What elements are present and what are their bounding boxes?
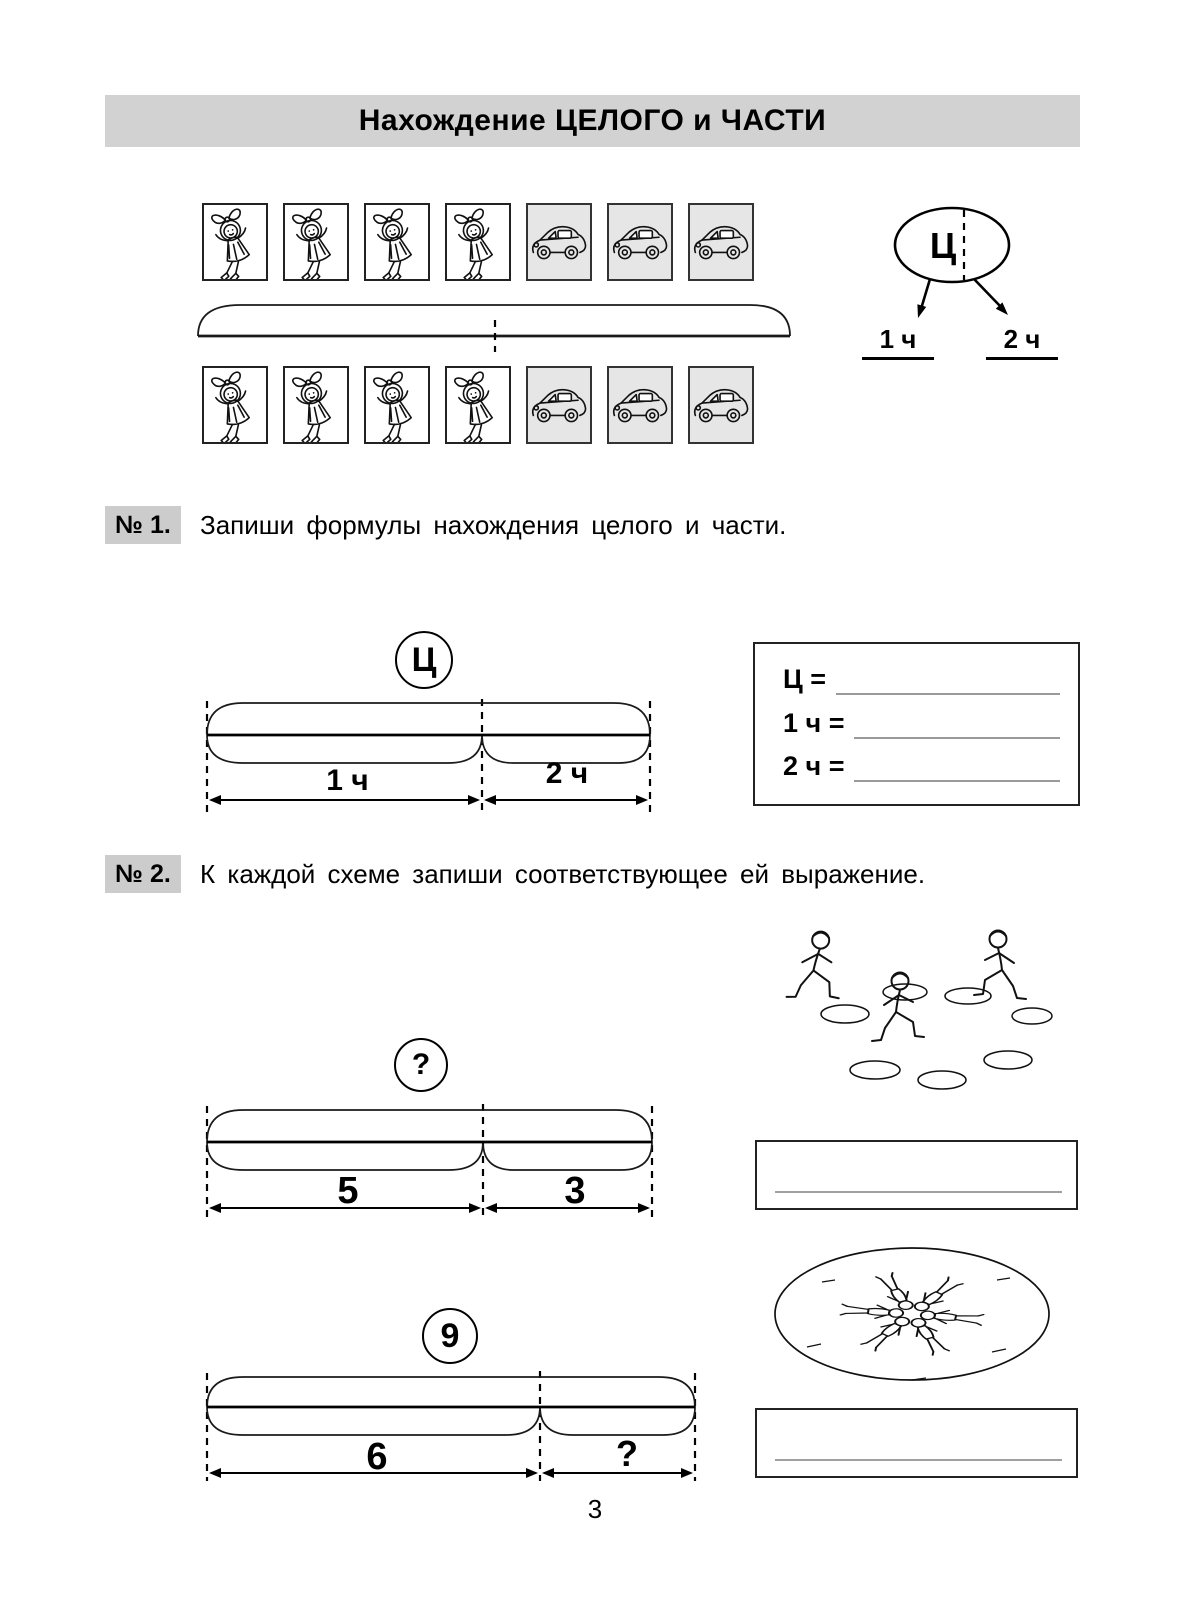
doll-image bbox=[204, 368, 266, 442]
doll-card bbox=[202, 366, 268, 444]
doll-card bbox=[364, 203, 430, 281]
intro-row-top bbox=[202, 203, 754, 281]
car-image bbox=[528, 205, 590, 279]
formula-blank-part1 bbox=[854, 713, 1060, 739]
task2-scheme1-whole-circle: ? bbox=[394, 1038, 448, 1092]
car-image bbox=[609, 205, 671, 279]
task2-number: № 2. bbox=[115, 859, 171, 888]
task1-part1-label: 1 ч bbox=[326, 764, 369, 797]
intro-row-bottom bbox=[202, 366, 754, 444]
formula-row-whole bbox=[783, 664, 1060, 695]
doll-image bbox=[447, 368, 509, 442]
doll-card bbox=[445, 203, 511, 281]
intro-part2-label: 2 ч bbox=[986, 324, 1058, 360]
formulas-box bbox=[753, 642, 1080, 806]
answer-line-2 bbox=[775, 1459, 1062, 1461]
title-bar bbox=[105, 95, 1080, 147]
doll-image bbox=[285, 205, 347, 279]
answer-line-1 bbox=[775, 1191, 1062, 1193]
task1-whole-circle: Ц bbox=[395, 631, 453, 689]
task2-scheme2-part2-label: ? bbox=[616, 1433, 638, 1474]
task1-text: Запиши формулы нахождения целого и части. bbox=[200, 510, 787, 540]
car-card bbox=[607, 203, 673, 281]
intro-whole-label: Ц bbox=[929, 225, 957, 266]
task1-part2-label: 2 ч bbox=[545, 757, 589, 790]
page-number: 3 bbox=[587, 1494, 603, 1524]
task1-number: № 1. bbox=[115, 510, 171, 539]
answer-box-2 bbox=[755, 1408, 1078, 1478]
car-image bbox=[690, 205, 752, 279]
task2-scheme2-whole-circle: 9 bbox=[422, 1308, 478, 1364]
car-card bbox=[607, 366, 673, 444]
car-card bbox=[526, 366, 592, 444]
doll-image bbox=[204, 205, 266, 279]
formula-blank-part2 bbox=[854, 756, 1060, 782]
formula-row-part1 bbox=[783, 708, 1060, 739]
task2-scheme2-part1-label: 6 bbox=[366, 1436, 388, 1478]
doll-card bbox=[283, 203, 349, 281]
children-lying-image bbox=[762, 1232, 1062, 1397]
task1-number-badge bbox=[105, 506, 181, 544]
car-image bbox=[690, 368, 752, 442]
formula-label-whole: Ц = bbox=[783, 664, 826, 695]
car-card bbox=[688, 203, 754, 281]
doll-image bbox=[447, 205, 509, 279]
children-playing-image bbox=[770, 912, 1070, 1127]
doll-card bbox=[364, 366, 430, 444]
car-image bbox=[528, 368, 590, 442]
answer-box-1 bbox=[755, 1140, 1078, 1210]
page-title: Нахождение ЦЕЛОГО и ЧАСТИ bbox=[358, 104, 827, 137]
doll-image bbox=[366, 368, 428, 442]
doll-card bbox=[283, 366, 349, 444]
car-card bbox=[526, 203, 592, 281]
intro-part1-label: 1 ч bbox=[862, 324, 934, 360]
doll-image bbox=[366, 205, 428, 279]
formula-label-part2: 2 ч = bbox=[783, 750, 845, 781]
task2-scheme1-part2-label: 3 bbox=[564, 1170, 586, 1212]
grouping-bracket bbox=[195, 298, 795, 360]
doll-image bbox=[285, 368, 347, 442]
car-card bbox=[688, 366, 754, 444]
task2-text: К каждой схеме запиши соответствующее ей выражение. bbox=[200, 859, 926, 889]
formula-blank-whole bbox=[836, 669, 1060, 695]
task2-number-badge bbox=[105, 855, 181, 893]
doll-card bbox=[445, 366, 511, 444]
formula-label-part1: 1 ч = bbox=[783, 707, 845, 738]
doll-card bbox=[202, 203, 268, 281]
task2-scheme1-part1-label: 5 bbox=[337, 1170, 359, 1212]
formula-row-part2 bbox=[783, 751, 1060, 782]
car-image bbox=[609, 368, 671, 442]
